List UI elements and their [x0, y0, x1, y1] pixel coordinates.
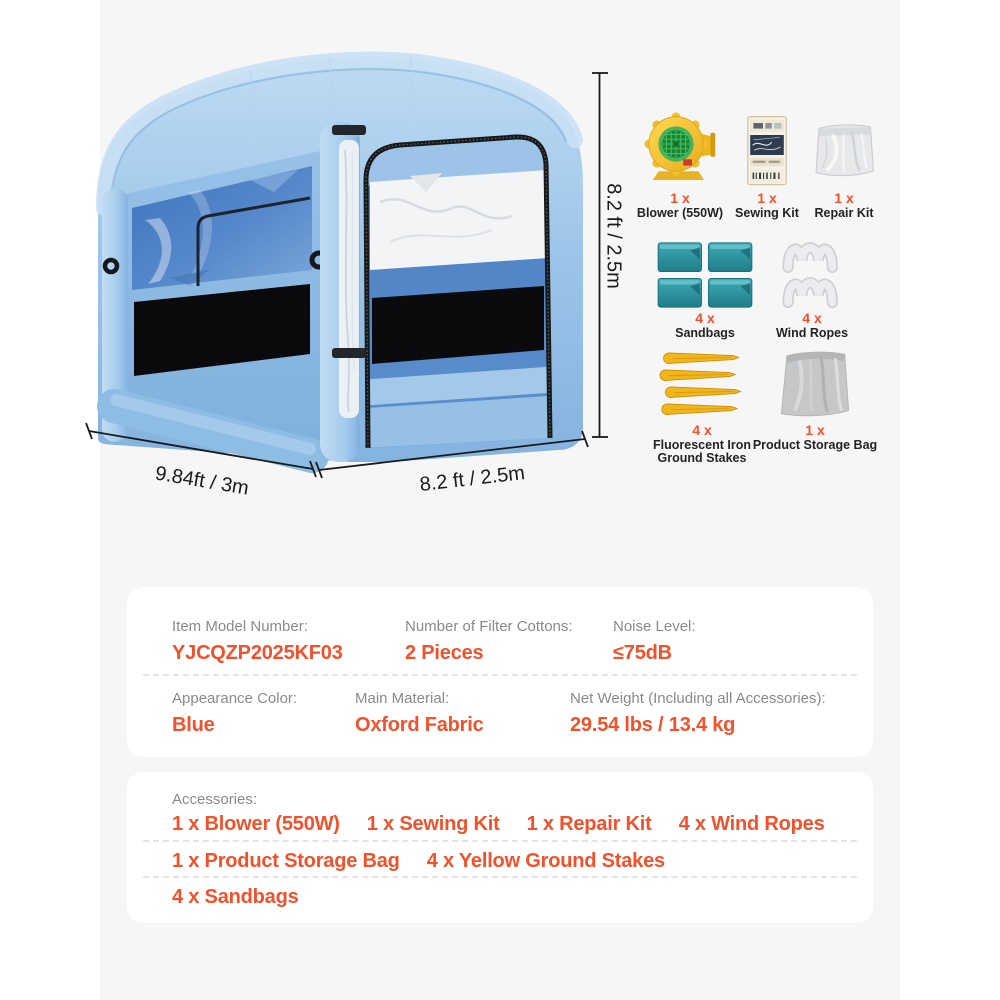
accessory-qty: 4 x	[802, 310, 822, 326]
height-dimension-label: 8.2 ft / 2.5m	[602, 183, 625, 289]
accessory-name: Sandbags	[675, 326, 735, 340]
front-window	[370, 170, 548, 270]
spec-main-material	[355, 690, 484, 737]
accessories-line-2	[172, 850, 857, 873]
accessory-name: Sewing Kit	[735, 206, 799, 220]
blower-icon	[640, 108, 720, 188]
spec-value: 2 Pieces	[405, 642, 484, 664]
spec-label: Net Weight (Including all Accessories):	[570, 690, 826, 707]
accessory-qty: 4 x	[695, 310, 715, 326]
wind-ropes-icon	[779, 238, 845, 308]
spec-appearance-color	[172, 690, 297, 737]
repair-kit-icon	[810, 116, 878, 188]
accessory-entry: 1 x Sewing Kit	[366, 813, 500, 835]
accessories-line-3	[172, 886, 857, 909]
accessory-sandbags	[650, 236, 760, 340]
accessory-wind-ropes	[766, 236, 858, 340]
door-column	[320, 122, 366, 462]
accessory-name: Wind Ropes	[775, 326, 849, 340]
door-strap	[332, 125, 366, 135]
accessory-name: Blower (550W)	[636, 206, 724, 220]
accessory-qty: 1 x	[805, 422, 825, 438]
accessory-entry: 1 x Repair Kit	[526, 813, 652, 835]
accessory-qty: 4 x	[692, 422, 712, 438]
dashed-divider	[143, 876, 857, 878]
storage-bag-icon	[774, 348, 856, 420]
spec-value: YJCQZP2025KF03	[172, 642, 343, 664]
accessory-storage-bag	[752, 348, 878, 452]
spec-value: Blue	[172, 714, 215, 736]
width-dimension-label: 9.84ft / 3m	[153, 462, 251, 500]
spec-label: Item Model Number:	[172, 618, 308, 635]
accessories-card	[127, 772, 873, 923]
accessory-entry: 1 x Product Storage Bag	[172, 850, 400, 872]
accessory-name: Repair Kit	[814, 206, 874, 220]
spec-value: ≤75dB	[613, 642, 672, 664]
accessories-card-title: Accessories:	[172, 791, 258, 808]
dashed-divider	[143, 674, 857, 676]
accessory-qty: 1 x	[757, 190, 777, 206]
sandbags-icon	[657, 242, 753, 308]
depth-dimension-label: 8.2 ft / 2.5m	[418, 462, 527, 496]
spec-label: Noise Level:	[613, 618, 696, 635]
ground-stakes-icon	[652, 352, 752, 420]
accessory-entry: 4 x Wind Ropes	[678, 813, 825, 835]
spec-filter-cottons	[405, 618, 573, 665]
accessory-name: Product Storage Bag	[752, 438, 878, 452]
tent-front-opening	[360, 130, 556, 452]
accessory-qty: 1 x	[670, 190, 690, 206]
spec-label: Appearance Color:	[172, 690, 298, 707]
spec-value: 29.54 lbs / 13.4 kg	[570, 714, 736, 736]
accessory-name: Fluorescent Iron Ground Stakes	[653, 438, 751, 465]
accessory-qty: 1 x	[834, 190, 854, 206]
spec-card	[127, 587, 873, 757]
accessory-entry: 1 x Blower (550W)	[172, 813, 340, 835]
spec-noise-level	[613, 618, 696, 665]
tent-side-wall	[102, 150, 326, 456]
dashed-divider	[143, 840, 857, 842]
accessory-blower	[628, 106, 732, 220]
paint-booth-illustration	[70, 40, 640, 510]
spec-value: Oxford Fabric	[355, 714, 484, 736]
accessory-sewing-kit	[727, 106, 807, 220]
accessory-entry: 4 x Yellow Ground Stakes	[426, 850, 665, 872]
spec-label: Main Material:	[355, 690, 450, 707]
door-strap	[332, 348, 366, 358]
accessory-repair-kit	[801, 106, 887, 220]
accessories-line-1	[172, 813, 857, 836]
accessory-ground-stakes	[646, 350, 758, 465]
sewing-kit-icon	[743, 114, 791, 188]
accessory-entry: 4 x Sandbags	[172, 886, 299, 908]
spec-label: Number of Filter Cottons:	[405, 618, 573, 635]
spec-item-model-number	[172, 618, 343, 665]
spec-net-weight	[570, 690, 826, 737]
